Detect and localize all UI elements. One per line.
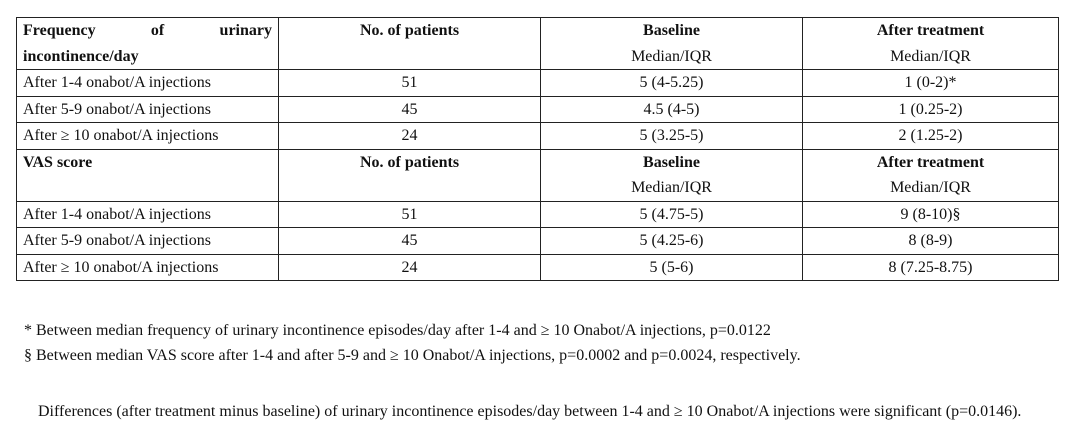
row-baseline: 5 (4.75-5) — [541, 201, 803, 228]
row-label: After ≥ 10 onabot/A injections — [17, 123, 279, 150]
table-row — [17, 96, 1059, 123]
header-patients-sub — [279, 175, 541, 201]
row-label: After 1-4 onabot/A injections — [17, 201, 279, 228]
header-vas-label-line2 — [17, 175, 279, 201]
header-word: of — [150, 22, 165, 39]
header-baseline-sub: Median/IQR — [541, 175, 803, 201]
row-baseline: 4.5 (4-5) — [541, 96, 803, 123]
table-header-subrow — [17, 44, 1059, 70]
row-after: 2 (1.25-2) — [803, 123, 1059, 150]
summary-paragraph: Differences (after treatment minus baseline) of urinary incontinence episodes/day between 1-4 and ≥ 10 Onabot/A injections were significant (p=0.0146). — [38, 403, 1022, 420]
table-row — [17, 123, 1059, 150]
header-patients: No. of patients — [279, 18, 541, 44]
row-after: 9 (8-10)§ — [803, 201, 1059, 228]
header-word: urinary — [219, 22, 272, 39]
header-patients: No. of patients — [279, 149, 541, 175]
table-row — [17, 254, 1059, 281]
header-after-sub: Median/IQR — [803, 44, 1059, 70]
row-patients: 51 — [279, 70, 541, 97]
row-baseline: 5 (5-6) — [541, 254, 803, 281]
row-label: After 5-9 onabot/A injections — [17, 96, 279, 123]
row-patients: 51 — [279, 201, 541, 228]
footnote-asterisk: * Between median frequency of urinary incontinence episodes/day after 1-4 and ≥ 10 Onabot/A injections, p=0.0122 — [24, 322, 771, 339]
row-after: 1 (0-2)* — [803, 70, 1059, 97]
row-baseline: 5 (4.25-6) — [541, 228, 803, 255]
table-header-row — [17, 18, 1059, 44]
row-patients: 45 — [279, 228, 541, 255]
header-after-sub: Median/IQR — [803, 175, 1059, 201]
header-frequency-label-line2: incontinence/day — [17, 44, 279, 70]
row-baseline: 5 (3.25-5) — [541, 123, 803, 150]
header-patients-sub — [279, 44, 541, 70]
header-frequency-label — [17, 18, 279, 44]
row-after: 1 (0.25-2) — [803, 96, 1059, 123]
footnotes — [24, 318, 1064, 368]
table-row — [17, 201, 1059, 228]
table-header-subrow — [17, 175, 1059, 201]
table-row — [17, 228, 1059, 255]
header-baseline: Baseline — [541, 149, 803, 175]
results-table — [16, 17, 1059, 281]
row-label: After ≥ 10 onabot/A injections — [17, 254, 279, 281]
header-after-treatment: After treatment — [803, 149, 1059, 175]
row-patients: 24 — [279, 123, 541, 150]
header-word: Frequency — [23, 22, 96, 39]
row-after: 8 (7.25-8.75) — [803, 254, 1059, 281]
footnote-section: § Between median VAS score after 1-4 and after 5-9 and ≥ 10 Onabot/A injections, p=0.0002 and p=0.0024, respectively. — [24, 347, 801, 364]
header-baseline-sub: Median/IQR — [541, 44, 803, 70]
table-row — [17, 70, 1059, 97]
row-baseline: 5 (4-5.25) — [541, 70, 803, 97]
row-label: After 5-9 onabot/A injections — [17, 228, 279, 255]
table-header-row — [17, 149, 1059, 175]
row-label: After 1-4 onabot/A injections — [17, 70, 279, 97]
header-vas-label: VAS score — [17, 149, 279, 175]
row-after: 8 (8-9) — [803, 228, 1059, 255]
header-after-treatment: After treatment — [803, 18, 1059, 44]
row-patients: 24 — [279, 254, 541, 281]
header-baseline: Baseline — [541, 18, 803, 44]
row-patients: 45 — [279, 96, 541, 123]
